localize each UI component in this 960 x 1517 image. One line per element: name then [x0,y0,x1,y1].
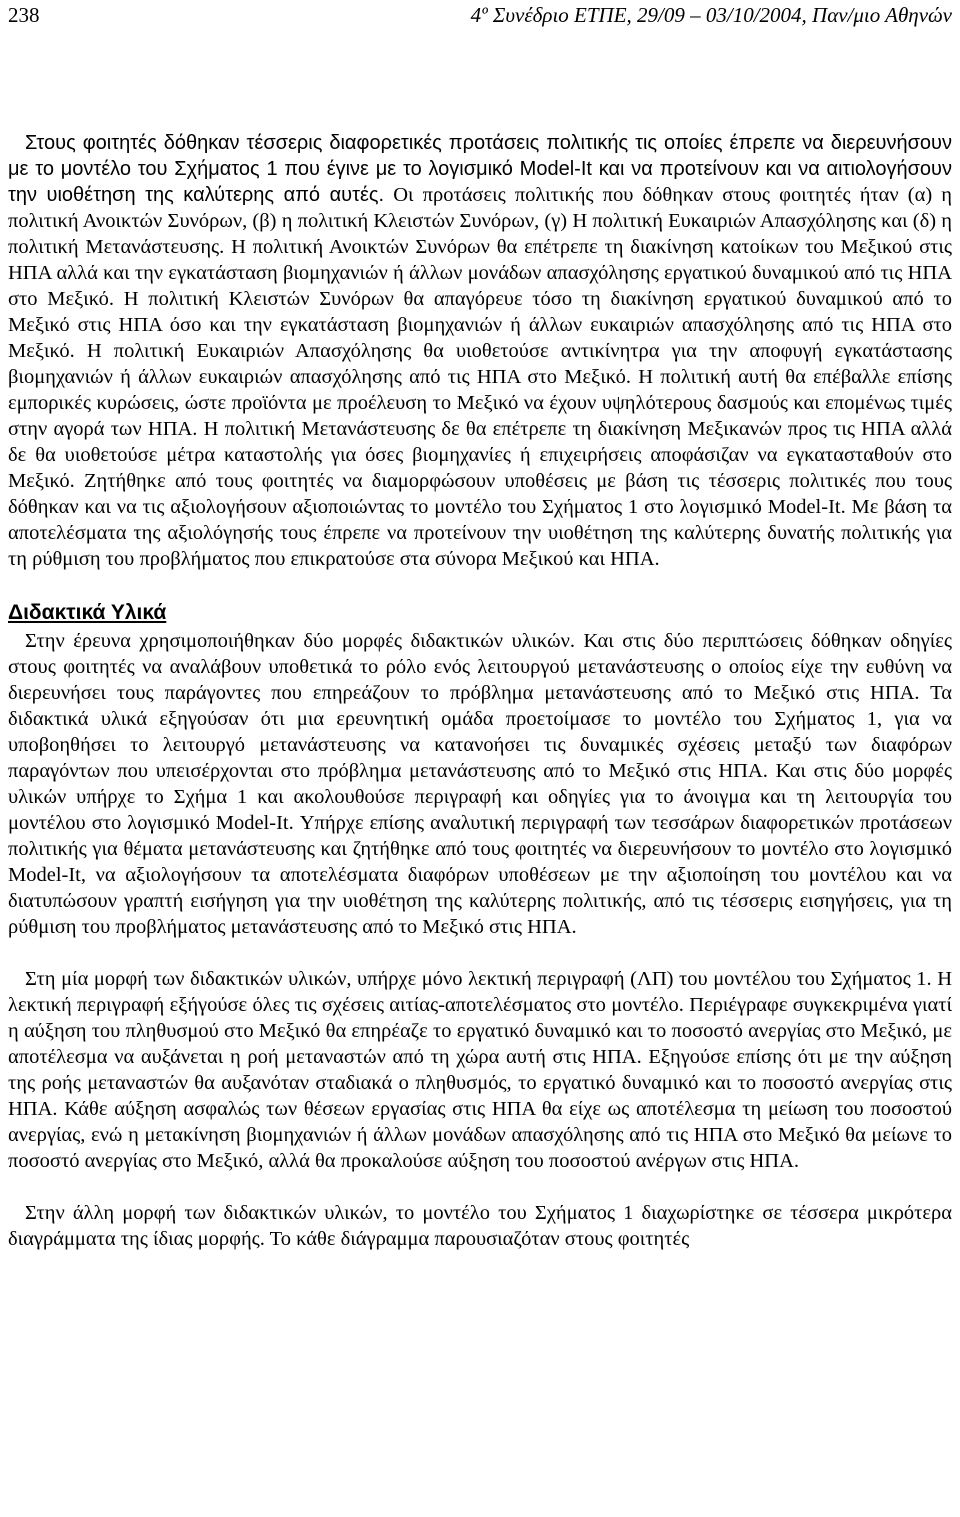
teaching-materials-paragraph-3: Στην άλλη μορφή των διδακτικών υλικών, το μοντέλο του Σχήματος 1 διαχωρίστηκε σε τέσσερα μικρότερα διαγράμματα της ίδιας μορφής. Το κάθε διάγραμμα παρουσιαζόταν στους φοιτητές [8,1202,952,1250]
intro-paragraph-sans-part: Στους φοιτητές δόθηκαν τέσσερις διαφορετικές προτάσεις πολιτικής τις οποίες έπρεπε να διερευνήσουν με το μοντέλο του Σχήματος 1 που έγινε με το λογισμικό Model-It και να προτείνουν και να αιτιολογήσουν την υιοθέτηση της καλύτερης από αυτές. [8,132,952,206]
teaching-materials-paragraph-2: Στη μία μορφή των διδακτικών υλικών, υπήρχε μόνο λεκτική περιγραφή (ΛΠ) του μοντέλου του Σχήματος 1. Η λεκτική περιγραφή εξήγούσε όλες τις σχέσεις αιτίας-αποτελέσματος στο μοντέλο. Περιέγραφε συγκεκριμένα γιατί η αύξηση του πληθυσμού στο Μεξικό θα επηρέαζε το εργατικό δυναμικό και το ποσοστό ανεργίας στο Μεξικό, με αποτέλεσμα να αυξάνεται η ροή μεταναστών από τη χώρα αυτή στις ΗΠΑ. Εξηγούσε επίσης ότι με την αύξηση της ροής μεταναστών θα αυξανόταν σταδιακά ο πληθυσμός, το εργατικό δυναμικό και το ποσοστό ανεργίας στις ΗΠΑ. Κάθε αύξηση ασφαλώς των θέσεων εργασίας στις ΗΠΑ θα είχε ως αποτέλεσμα τη μείωση του ποσοστού ανεργίας, ενώ η μετακίνηση βιομηχανιών ή άλλων μονάδων απασχόλησης από τις ΗΠΑ στο Μεξικό θα μείωνε το ποσοστό ανεργίας στο Μεξικό, αλλά θα προκαλούσε αύξηση του ποσοστού ανέργων στις ΗΠΑ. [8,968,952,1172]
intro-paragraph [8,130,952,572]
page-number: 238 [8,3,40,27]
conference-title: 4º Συνέδριο ΕΤΠΕ, 29/09 – 03/10/2004, Παν/μιο Αθηνών [470,3,952,27]
running-header [8,0,952,30]
intro-paragraph-serif-part: Οι προτάσεις πολιτικής που δόθηκαν στους φοιτητές ήταν (α) η πολιτική Ανοικτών Συνόρων, (β) η πολιτική Κλειστών Συνόρων, (γ) Η πολιτική Ευκαιριών Απασχόλησης και (δ) η πολιτική Μετανάστευσης. Η πολιτική Ανοικτών Συνόρων θα επέτρεπε τη διακίνηση κατοίκων του Μεξικού στις ΗΠΑ αλλά και την εγκατάσταση βιομηχανιών ή άλλων μονάδων απασχόλησης εργατικού δυναμικού από τις ΗΠΑ στο Μεξικό. Η πολιτική Κλειστών Συνόρων θα απαγόρευε τόσο τη διακίνηση εργατικού δυναμικού από το Μεξικό στις ΗΠΑ όσο και την εγκατάσταση βιομηχανιών ή άλλων ευκαιριών απασχόλησης από τις ΗΠΑ στο Μεξικό. Η πολιτική Ευκαιριών Απασχόλησης θα υιοθετούσε αντικίνητρα για την αποφυγή εγκατάστασης βιομηχανιών ή άλλων ευκαιριών απασχόλησης από τις ΗΠΑ στο Μεξικό. Η πολιτική αυτή θα επέβαλλε επίσης εμπορικές κυρώσεις, ώστε προϊόντα με προέλευση το Μεξικό να έχουν υψηλότερους δασμούς και επομένως τιμές στην αγορά των ΗΠΑ. Η πολιτική Μετανάστευσης δε θα επέτρεπε τη διακίνηση Μεξικανών προς τις ΗΠΑ αλλά δε θα υιοθετούσε μέτρα καταστολής για όσες βιομηχανίες ή επιχειρήσεις αποφάσιζαν να εγκατασταθούν στο Μεξικό. Ζητήθηκε από τους φοιτητές να διαμορφώσουν υποθέσεις με βάση τις τέσσερις πολιτικές που τους δόθηκαν και να τις αξιολογήσουν αξιοποιώντας το μοντέλο του Σχήματος 1 στο λογισμικό Model-It. Με βάση τα αποτελέσματα της αξιολόγησής τους έπρεπε να προτείνουν την υιοθέτηση της καλύτερης δυνατής πολιτικής για τη ρύθμιση του προβλήματος που επικρατούσε στα σύνορα Μεξικού και ΗΠΑ. [8,184,953,570]
teaching-materials-paragraph-1: Στην έρευνα χρησιμοποιήθηκαν δύο μορφές διδακτικών υλικών. Και στις δύο περιπτώσεις δόθηκαν οδηγίες στους φοιτητές να αναλάβουν υποθετικά το ρόλο ενός λειτουργού μετανάστευσης ο οποίος είχε την ευθύνη να διερευνήσει τους παράγοντες που επηρεάζουν το πρόβλημα μετανάστευσης από το Μεξικό στις ΗΠΑ. Τα διδακτικά υλικά εξηγούσαν ότι μια ερευνητική ομάδα προετοίμασε το μοντέλο του Σχήματος 1, για να υποβοηθήσει το λειτουργό μετανάστευσης να κατανοήσει τις δυναμικές σχέσεις μεταξύ των διαφόρων παραγόντων που υπεισέρχονται στο πρόβλημα μετανάστευσης από το Μεξικό στις ΗΠΑ. Και στις δύο μορφές υλικών υπήρχε το Σχήμα 1 και ακολουθούσε περιγραφή και οδηγίες για το άνοιγμα και τη λειτουργία του μοντέλου στο λογισμικό Model-It. Υπήρχε επίσης αναλυτική περιγραφή των τεσσάρων διαφορετικών προτάσεων πολιτικής για θέματα μετανάστευσης και ζητήθηκε από τους φοιτητές να διερευνήσουν το μοντέλο στο λογισμικό Model-It, να αξιολογήσουν τα αποτελέσματα διαφόρων υποθέσεων με την αξιοποίηση του μοντέλου και να διατυπώσουν γραπτή εισήγηση για την υιοθέτηση της καλύτερης πολιτικής, από τις τέσσερις εισηγήσεις, για τη ρύθμιση του προβλήματος μετανάστευσης από το Μεξικό στις ΗΠΑ. [8,630,952,938]
section-heading-teaching-materials: Διδακτικά Υλικά [8,601,167,624]
body-text [8,130,952,1252]
